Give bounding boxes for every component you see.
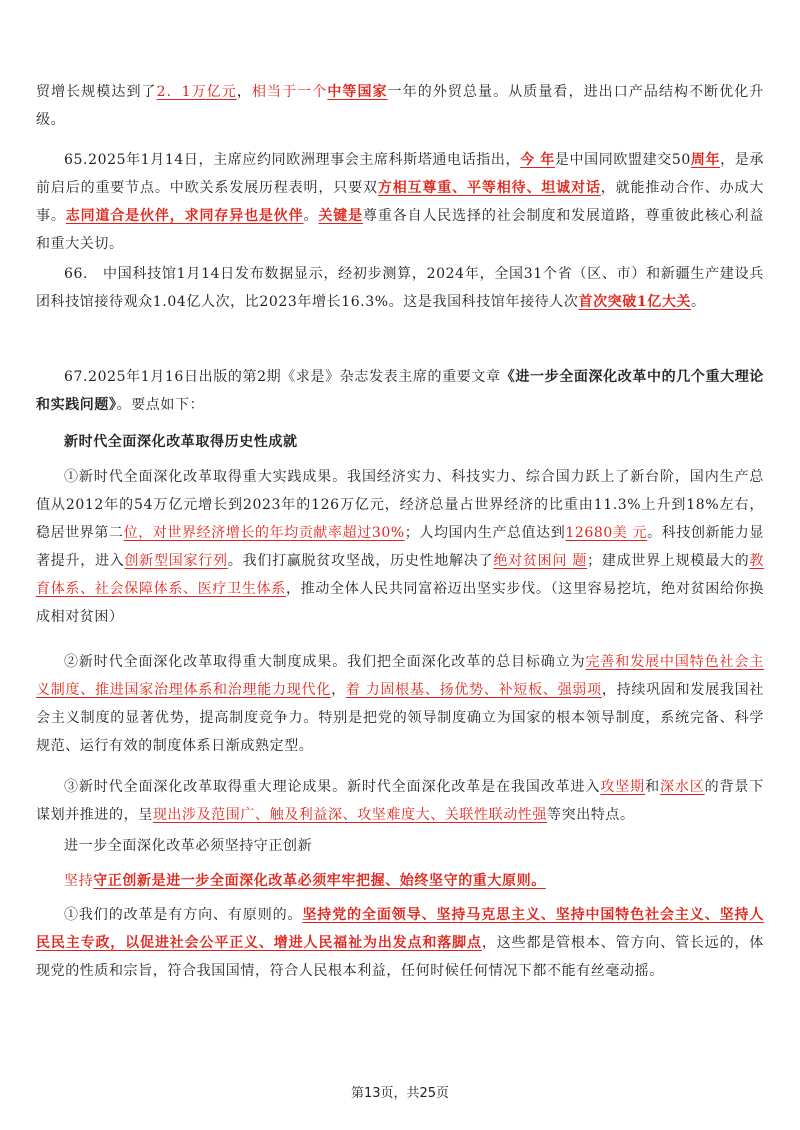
- paragraph-trade-growth: 贸增长规模达到了2．1万亿元，相当于一个中等国家一年的外贸总量。从质量看，进出口产品结构不断优化升级。: [36, 84, 764, 128]
- paragraph-theoretical-results: ③新时代全面深化改革取得重大理论成果。新时代全面深化改革是在我国改革进入攻坚期和深水区的背景下谋划并推进的，呈现出涉及范围广、触及利益深、攻坚难度大、关联性联动性强等突出特点。: [36, 779, 764, 823]
- paragraph-item-67: 67.2025年1月16日出版的第2期《求是》杂志发表主席的重要文章《进一步全面深化改革中的几个重大理论和实践问题》。要点如下：: [36, 369, 764, 413]
- heading-innovation: 进一步全面深化改革必须坚持守正创新: [64, 838, 313, 854]
- article-title: 《进一步全面深化改革中的几个重大理论和实践问题》: [36, 369, 764, 413]
- highlight-major-principle: 守正创新是进一步全面深化改革必须牢牢把握、始终坚守的重大原则。: [93, 873, 546, 889]
- paragraph-practice-results: ①新时代全面深化改革取得重大实践成果。我国经济实力、科技实力、综合国力跃上了新台阶，国内生产总值从2012年的54万亿元增长到2023年的126万亿元，经济总量占世界经济的比重由11.3%上升到18%左右，稳居世界第二位，对世界经济增长的年均贡献率超过30%；人均国内生产总值达到12680美 元。科技创新能力显著提升，进入创新型国家行列。我们打赢脱贫攻坚战，历史性地解决了绝对贫困问 题；建成世界上规模最大的教育体系、社会保障体系、医疗卫生体系，推动全体人民共同富裕迈出坚实步伐。（这里容易挖坑，绝对贫困给你换成相对贫困）: [36, 469, 765, 625]
- highlight-medium-country: 中等国家: [327, 84, 388, 100]
- paragraph-institutional-results: ②新时代全面深化改革取得重大制度成果。我们把全面深化改革的总目标确立为完善和发展中国特色社会主义制度、推进国家治理体系和治理能力现代化，着 力固根基、扬优势、补短板、强弱项，持续巩固和发展我国社会主义制度的显著优势，提高制度竞争力。特别是把党的领导制度确立为国家的根本领导制度，系统完备、科学规范、运行有效的制度体系日渐成熟定型。: [36, 654, 764, 754]
- paragraph-principle: 坚持守正创新是进一步全面深化改革必须牢牢把握、始终坚守的重大原则。: [64, 873, 546, 889]
- page-number: 第13页，共25页: [350, 1086, 450, 1101]
- paragraph-reform-direction: ①我们的改革是有方向、有原则的。坚持党的全面领导、坚持马克思主义、坚持中国特色社会主义、坚持人民民主专政，以促进社会公平正义、增进人民福祉为出发点和落脚点，这些都是管根本、管方向、管长远的，体现党的性质和宗旨，符合我国国情，符合人民根本利益，任何时候任何情况下都不能有丝毫动摇。: [36, 907, 764, 979]
- paragraph-item-65: 65.2025年1月14日，主席应约同欧洲理事会主席科斯塔通电话指出，今 年是中国同欧盟建交50周年，是承前启后的重要节点。中欧关系发展历程表明，只要双方相互尊重、平等相待、坦诚对话，就能推动合作、办成大事。志同道合是伙伴，求同存异也是伙伴。关键是尊重各自人民选择的社会制度和发展道路，尊重彼此核心利益和重大关切。: [36, 152, 765, 252]
- heading-reform-achievements: 新时代全面深化改革取得历史性成就: [64, 434, 298, 450]
- paragraph-item-66: 66. 中国科技馆1月14日发布数据显示，经初步测算，2024年，全国31个省（区、市）和新疆生产建设兵团科技馆接待观众1.04亿人次，比2023年增长16.3%。这是我国科技馆年接待人次首次突破1亿大关。: [36, 266, 764, 310]
- highlight-trade-value: 2．1万亿元: [156, 84, 237, 100]
